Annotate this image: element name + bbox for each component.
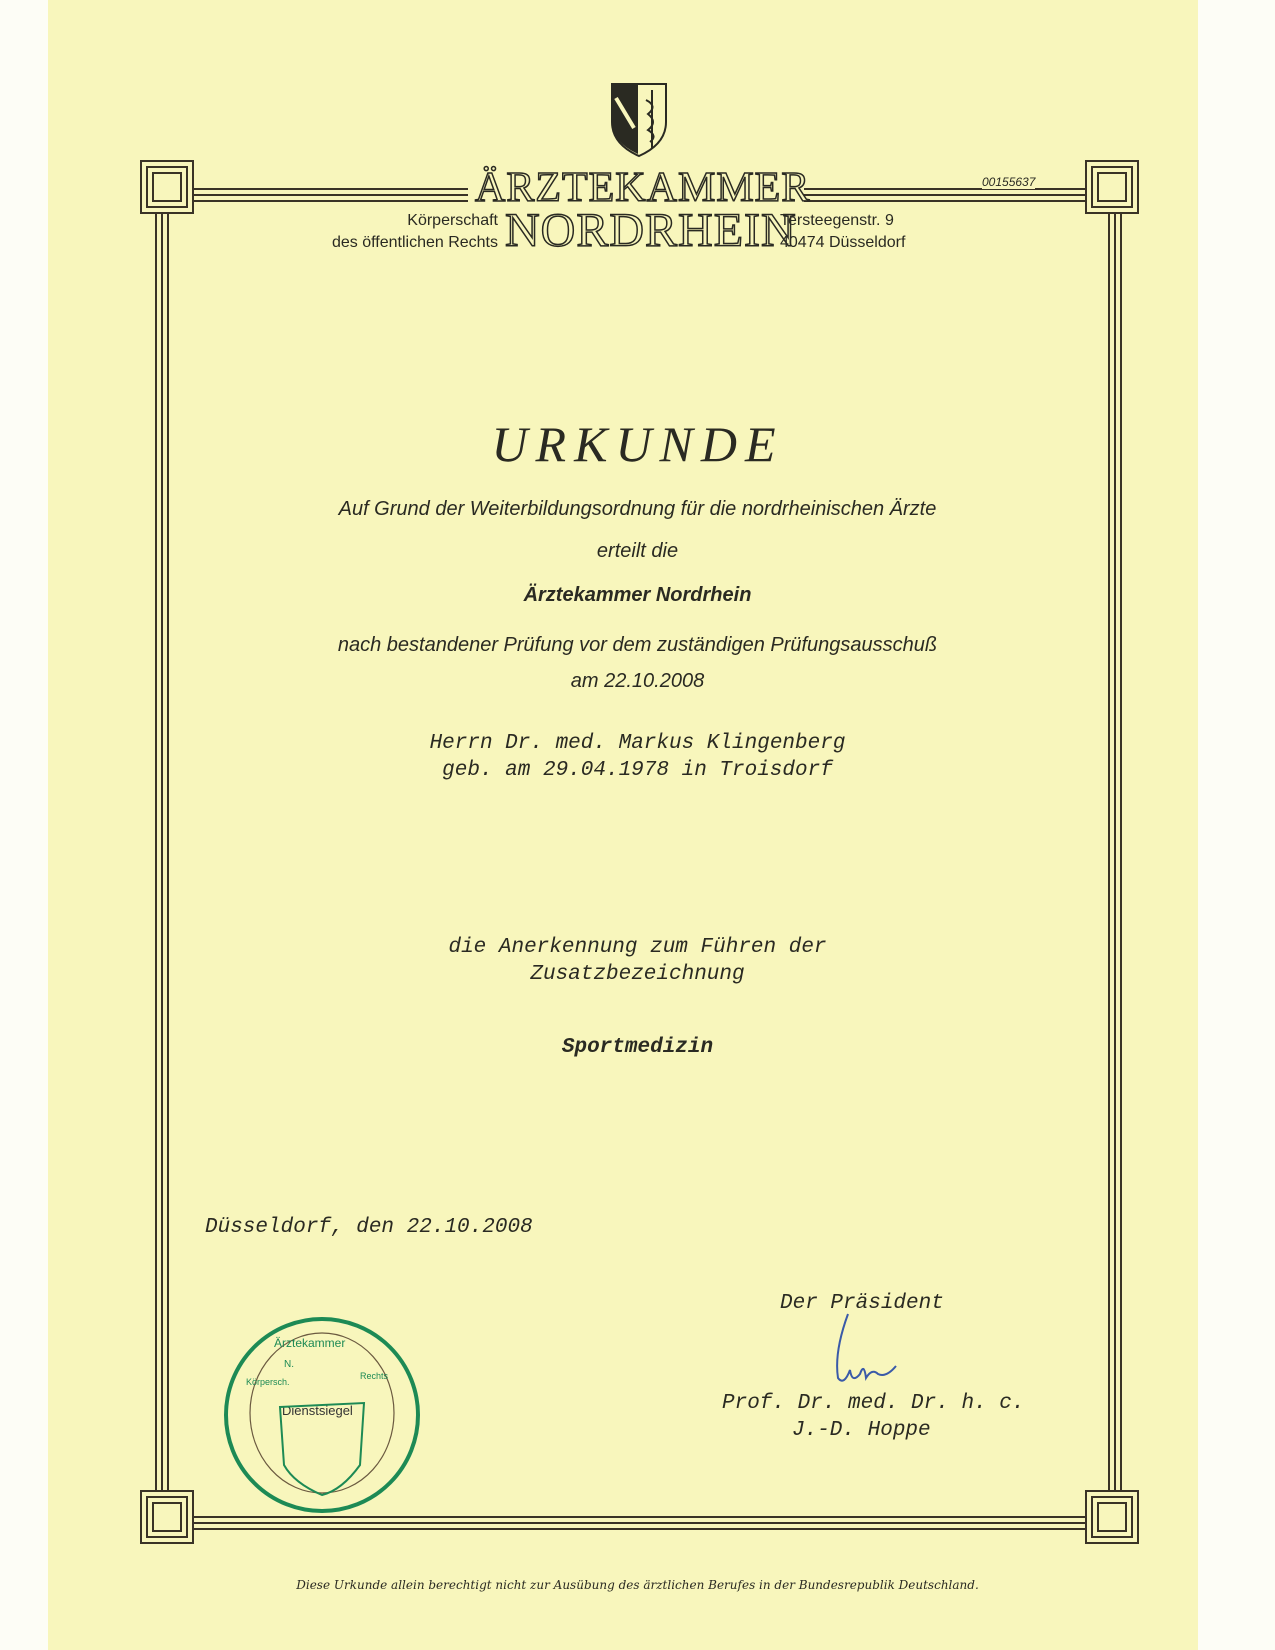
org-address-line2: 40474 Düsseldorf bbox=[780, 234, 906, 251]
signer-name: J.-D. Hoppe bbox=[792, 1419, 931, 1442]
signer-title: Prof. Dr. med. Dr. h. c. bbox=[722, 1392, 1025, 1415]
signer-role: Der Präsident bbox=[780, 1292, 944, 1315]
official-seal bbox=[222, 1315, 422, 1515]
corner-ornament-tr bbox=[1085, 160, 1139, 214]
org-legal-line1: Körperschaft bbox=[407, 212, 498, 229]
org-name-line1: ÄRZTEKAMMER bbox=[475, 165, 811, 211]
handwritten-signature bbox=[820, 1312, 910, 1392]
corner-ornament-br bbox=[1085, 1490, 1139, 1544]
place-date: Düsseldorf, den 22.10.2008 bbox=[205, 1216, 533, 1239]
org-name-line2: NORDRHEIN bbox=[505, 204, 797, 257]
document-title: URKUNDE bbox=[491, 416, 784, 472]
org-legal-line2: des öffentlichen Rechts bbox=[331, 234, 498, 251]
recipient-name: Herrn Dr. med. Markus Klingenberg bbox=[429, 732, 846, 755]
svg-text:Rechts: Rechts bbox=[360, 1371, 389, 1381]
org-address-line1: Tersteegenstr. 9 bbox=[780, 212, 894, 229]
legal-basis-text: Auf Grund der Weiterbildungsordnung für die nordrheinischen Ärzte bbox=[338, 498, 937, 520]
serial-number: 00155637 bbox=[982, 175, 1036, 189]
exam-text: nach bestandener Prüfung vor dem zuständigen Prüfungsausschuß bbox=[337, 634, 938, 656]
svg-text:Körpersch.: Körpersch. bbox=[246, 1377, 290, 1387]
svg-text:N.: N. bbox=[284, 1359, 294, 1370]
svg-text:Ärztekammer: Ärztekammer bbox=[274, 1336, 346, 1350]
svg-text:Dienstsiegel: Dienstsiegel bbox=[282, 1403, 353, 1418]
exam-date: am 22.10.2008 bbox=[570, 670, 705, 692]
recipient-birth: geb. am 29.04.1978 in Troisdorf bbox=[442, 759, 833, 782]
recognition-text-2: Zusatzbezeichnung bbox=[530, 963, 745, 986]
coat-of-arms-logo bbox=[608, 78, 670, 158]
corner-ornament-tl bbox=[140, 160, 194, 214]
recognition-text-1: die Anerkennung zum Führen der bbox=[448, 936, 827, 959]
issuer-name: Ärztekammer Nordrhein bbox=[523, 584, 752, 606]
granted-by-text: erteilt die bbox=[596, 540, 679, 562]
corner-ornament-bl bbox=[140, 1490, 194, 1544]
footer-disclaimer: Diese Urkunde allein berechtigt nicht zur Ausübung des ärztlichen Berufes in der Bundesrepublik Deutschland. bbox=[296, 1578, 979, 1592]
specialty-title: Sportmedizin bbox=[561, 1036, 714, 1059]
